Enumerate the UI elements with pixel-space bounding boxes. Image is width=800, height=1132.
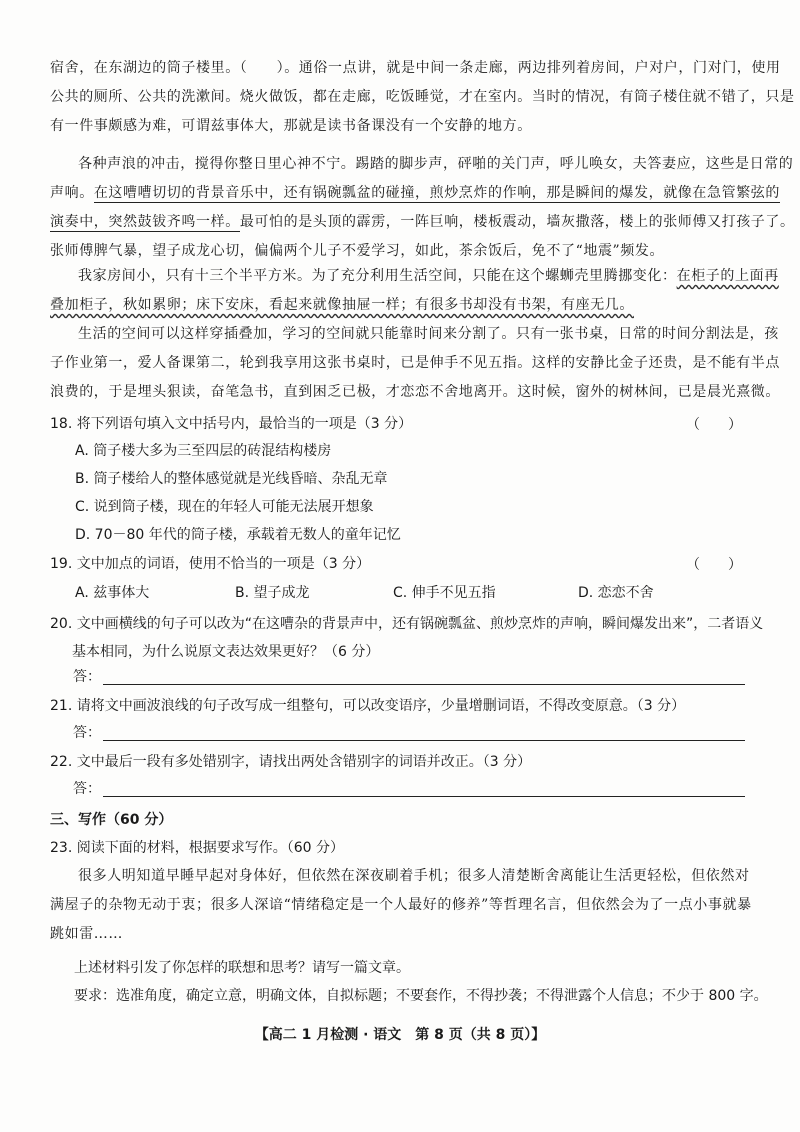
question-text: 20. 文中画横线的句子可以改为“在这嘈杂的背景声中，还有锅碗瓢盆、煎炒烹炸的声响，瞬间爆发出来”，二者语义 [50, 616, 764, 632]
answer-label: 答： [73, 781, 101, 797]
question-text: 18. 将下列语句填入文中括号内，最恰当的一项是（3 分） [50, 416, 413, 432]
text-line: 子作业第一，爱人备课第二，轮到我享用这张书桌时，已是伸手不见五指。这样的安静比金子还贵，是不能有半点 [50, 355, 780, 371]
text-line: 生活的空间可以这样穿插叠加，学习的空间就只能靠时间来分割了。只有一张书桌，日常的时间分割法是，孩 [78, 326, 779, 342]
option-a: A. 兹事体大 [75, 585, 150, 601]
text-line: 有一件事颇感为难，可谓兹事体大，那就是读书备课没有一个安静的地方。 [50, 118, 532, 134]
option-c: C. 伸手不见五指 [393, 585, 496, 601]
answer-field-22[interactable] [73, 776, 745, 800]
text-line: 公共的厕所、公共的洗漱间。烧火做饭，都在走廊，吃饭睡觉，才在室内。当时的情况，有筒子楼住就不错了，只是 [50, 89, 795, 105]
question-18-stem [50, 410, 750, 438]
question-19-stem [50, 550, 750, 578]
writing-requirement: 要求：选准角度，确定立意，明确文体，自拟标题；不要套作，不得抄袭；不得泄露个人信息；不少于 800 字。 [74, 988, 768, 1004]
answer-bracket[interactable]: （ ） [686, 557, 742, 573]
answer-label: 答： [73, 669, 101, 685]
question-text: 19. 文中加点的词语，使用不恰当的一项是（3 分） [50, 556, 371, 572]
passage-paragraph-3 [50, 262, 779, 320]
question-21-stem [50, 692, 750, 720]
passage-paragraph-2 [50, 150, 795, 266]
passage-paragraph-4 [50, 320, 780, 407]
wavy-underlined-sentence: 在柜子的上面再 [676, 268, 779, 284]
text-line: 浪费的，于是埋头狠读，奋笔急书，直到困乏已极，才恋恋不舍地离开。这时候，窗外的树林间，已是晨光熹微。 [50, 384, 780, 400]
wavy-underlined-sentence: 叠加柜子，秋如累卵；床下安床，看起来就像抽屉一样；有很多书却没有书架，有座无几。 [50, 297, 634, 313]
text-line: 很多人明知道早睡早起对身体好，但依然在深夜刷着手机；很多人清楚断舍离能让生活更轻松，但依然对 [78, 868, 750, 884]
text-line: 满屋子的杂物无动于衷；很多人深谙“情绪稳定是一个人最好的修养”等哲理名言，但依然会为了一点小事就暴 [50, 897, 752, 913]
answer-line [103, 796, 745, 797]
option-b: B. 望子成龙 [235, 585, 310, 601]
question-22-stem [50, 748, 750, 776]
section-title-writing: 三、写作（60 分） [50, 812, 173, 828]
option-c: C. 说到筒子楼，现在的年轻人可能无法展开想象 [75, 499, 374, 515]
writing-material [50, 862, 750, 949]
underlined-sentence: 在这嘈嘈切切的背景音乐中，还有锅碗瓢盆的碰撞，煎炒烹炸的作响，那是瞬间的爆发，就像在急管繁弦的 [93, 185, 781, 201]
text-line: 张师傅脾气暴，望子成龙心切，偏偏两个儿子不爱学习，如此，茶余饭后，免不了“地震”频发。 [50, 243, 665, 259]
question-text: 21. 请将文中画波浪线的句子改写成一组整句，可以改变语序，少量增删词语，不得改变原意。（3 分） [50, 698, 686, 714]
text-line [50, 262, 779, 291]
option-d: D. 恋恋不舍 [578, 585, 654, 601]
answer-line [103, 740, 745, 741]
text-line [50, 291, 750, 320]
option-b: B. 筒子楼给人的整体感觉就是光线昏暗、杂乱无章 [75, 471, 388, 487]
passage-paragraph-1 [50, 54, 795, 141]
text-segment: 声响。 [50, 185, 94, 201]
text-line: 各种声浪的冲击，搅得你整日里心神不宁。踢踏的脚步声，砰啪的关门声，呼儿唤女，夫答妻应，这些是日常的 [78, 156, 794, 172]
writing-prompt: 上述材料引发了你怎样的联想和思考？请写一篇文章。 [74, 960, 410, 976]
question-20-stem [50, 610, 764, 666]
page-footer: 【高二 1 月检测 · 语文 第 8 页（共 8 页）】 [254, 1027, 546, 1043]
text-segment: 最可怕的是头顶的霹雳，一阵巨响，楼板震动，墙灰撒落，楼上的张师傅又打孩子了。 [239, 214, 795, 230]
option-a: A. 筒子楼大多为三至四层的砖混结构楼房 [75, 443, 332, 459]
text-line [50, 208, 795, 237]
option-d: D. 70－80 年代的筒子楼，承载着无数人的童年记忆 [75, 527, 401, 543]
answer-label: 答： [73, 725, 101, 741]
answer-bracket[interactable]: （ ） [686, 417, 742, 433]
text-line: 宿舍，在东湖边的筒子楼里。（ ）。通俗一点讲，就是中间一条走廊，两边排列着房间，户对户，门对门，使用 [50, 60, 781, 76]
question-text: 22. 文中最后一段有多处错别字，请找出两处含错别字的词语并改正。（3 分） [50, 754, 532, 770]
question-23-stem: 23. 阅读下面的材料，根据要求写作。（60 分） [50, 840, 344, 856]
answer-field-20[interactable] [73, 664, 745, 688]
question-text: 基本相同，为什么说原文表达效果更好？（6 分） [72, 644, 380, 660]
answer-line [103, 684, 745, 685]
text-segment: 我家房间小，只有十三个半平方米。为了充分利用生活空间，只能在这个螺蛳壳里腾挪变化： [78, 268, 677, 284]
text-line: 跳如雷…… [50, 926, 123, 942]
text-line [50, 179, 781, 208]
underlined-sentence: 演奏中，突然鼓钹齐鸣一样。 [50, 214, 240, 230]
answer-field-21[interactable] [73, 720, 745, 744]
